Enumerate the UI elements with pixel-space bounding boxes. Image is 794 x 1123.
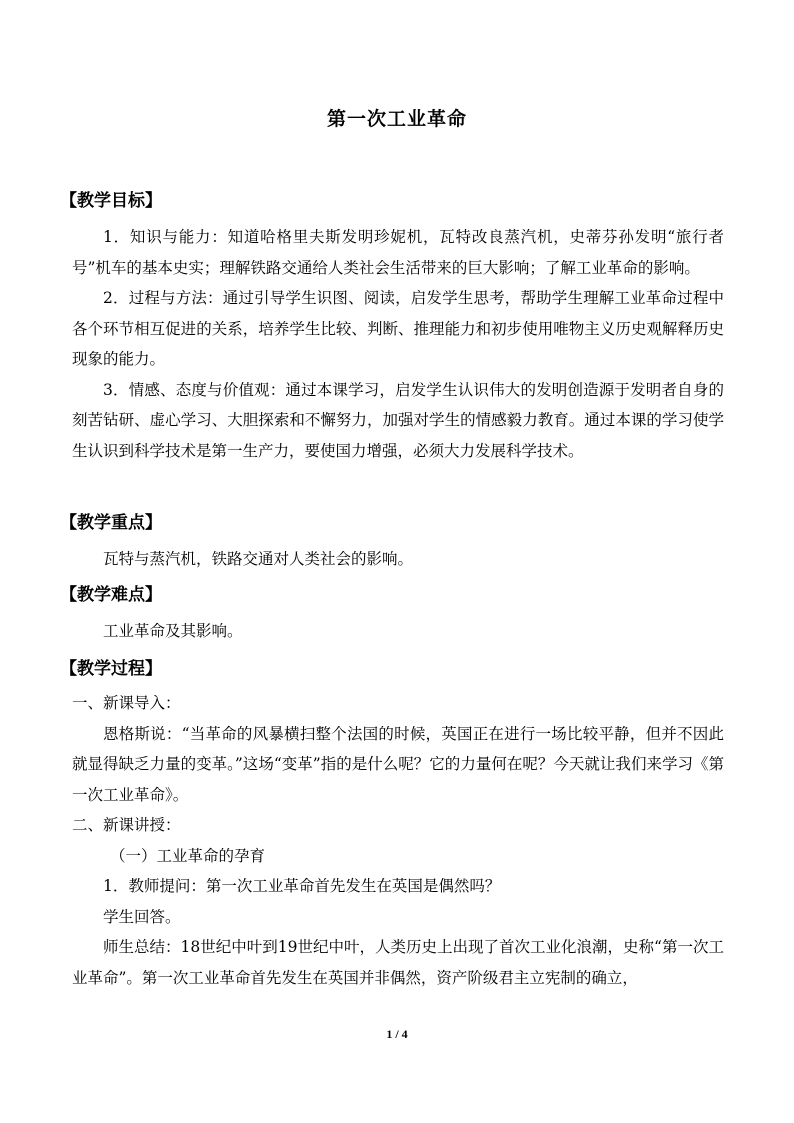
page-number: 1 / 4 — [386, 1027, 408, 1041]
student-answer: 学生回答。 — [103, 907, 181, 926]
difficulties-text: 工业革命及其影响。 — [103, 622, 243, 640]
teacher-question: 1．教师提问：第一次工业革命首先发生在英国是偶然吗？ — [103, 877, 501, 895]
subsection-title: （一）工业革命的孕育 — [110, 846, 266, 865]
heading-teaching-process: 【教学过程】 — [60, 659, 162, 679]
goal-knowledge: 1．知识与能力：知道哈格里夫斯发明珍妮机，瓦特改良蒸汽机，史蒂芬孙发明“旅行者号”机车的基本史实；理解铁路交通给人类社会生活带来的巨大影响；了解工业革命的影响。 — [72, 228, 724, 277]
difficulties-block — [72, 616, 724, 647]
heading-key-points: 【教学重点】 — [60, 513, 162, 533]
key-points-block — [72, 544, 724, 575]
key-points-text: 瓦特与蒸汽机，铁路交通对人类社会的影响。 — [103, 550, 414, 568]
goal-process: 2．过程与方法：通过引导学生识图、阅读，启发学生思考，帮助学生理解工业革命过程中各个环节相互促进的关系，培养学生比较、判断、推理能力和初步使用唯物主义历史观解释历史现象的能力。 — [72, 289, 724, 368]
lecture-label: 二、新课讲授： — [72, 816, 181, 834]
goal-emotion: 3．情感、态度与价值观：通过本课学习，启发学生认识伟大的发明创造源于发明者自身的刻苦钻研、虚心学习、大胆探索和不懈努力，加强对学生的情感毅力教育。通过本课的学习使学生认识到科学技术是第一生产力，要使国力增强，必须大力发展科学技术。 — [72, 380, 724, 460]
intro-label: 一、新课导入： — [72, 694, 181, 712]
heading-difficulties: 【教学难点】 — [60, 585, 162, 605]
summary-text: 师生总结：18世纪中叶到19世纪中叶，人类历史上出现了首次工业化浪潮，史称“第一次工业革命”。第一次工业革命首先发生在英国并非偶然，资产阶级君主立宪制的确立， — [72, 938, 724, 987]
goals-block — [72, 222, 724, 466]
page-title: 第一次工业革命 — [326, 108, 467, 130]
process-block — [72, 688, 724, 993]
heading-teaching-goals: 【教学目标】 — [60, 191, 162, 211]
intro-text: 恩格斯说：“当革命的风暴横扫整个法国的时候，英国正在进行一场比较平静，但并不因此就显得缺乏力量的变革。”这场“变革”指的是什么呢？它的力量何在呢？今天就让我们来学习《第一次工业革命》。 — [72, 724, 724, 804]
